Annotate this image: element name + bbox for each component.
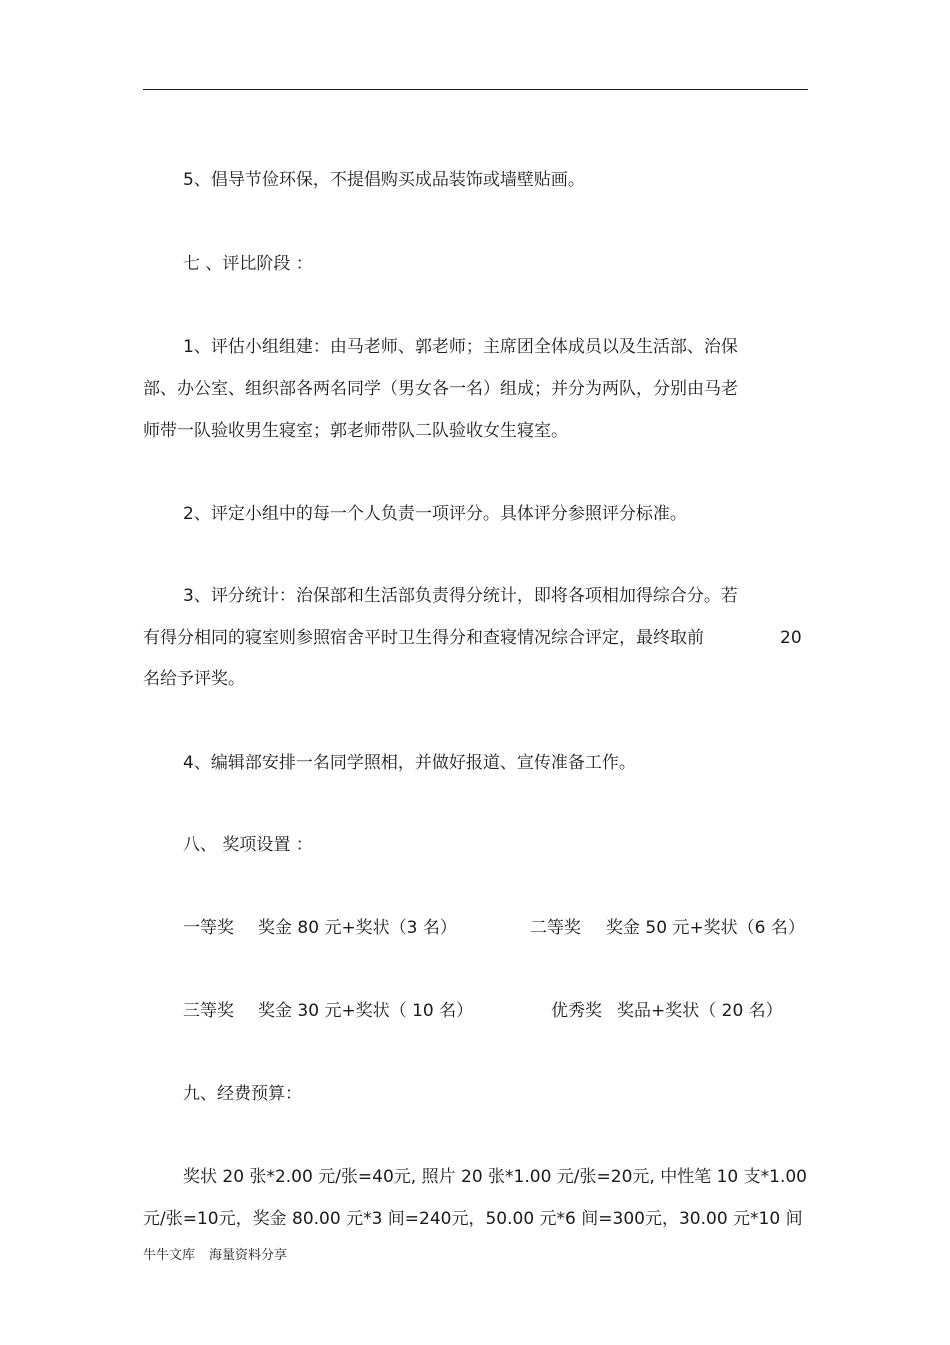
- section-9-heading: 九、经费预算：: [183, 1084, 302, 1104]
- award-prize: 奖金 30 元+奖状（ 10 名）: [258, 1001, 474, 1021]
- footer-brand: 牛牛文库: [143, 1248, 196, 1263]
- s7-item-3-number: 20: [780, 628, 802, 648]
- header-rule: [143, 89, 808, 90]
- s7-item-4: 4、编辑部安排一名同学照相，并做好报道、宣传准备工作。: [183, 753, 636, 773]
- award-prize: 奖品+奖状（ 20 名）: [617, 1001, 783, 1021]
- budget-line-1: 奖状 20 张*2.00 元/张=40元, 照片 20 张*1.00 元/张=20元, 中性笔 10 支*1.00: [183, 1167, 808, 1187]
- footer-slogan: 海量资料分享: [209, 1248, 288, 1263]
- award-name: 优秀奖: [551, 1001, 602, 1021]
- award-name: 三等奖: [183, 1001, 234, 1021]
- budget-line-2: 元/张=10元，奖金 80.00 元*3 间=240元，50.00 元*6 间=300元，30.00 元*10 间: [143, 1209, 803, 1229]
- page-footer: [143, 1248, 287, 1264]
- s7-item-2: 2、评定小组中的每一个人负责一项评分。具体评分参照评分标准。: [183, 504, 687, 524]
- s7-item-1-line-1: 1、评估小组组建：由马老师、郭老师；主席团全体成员以及生活部、治保: [183, 337, 738, 357]
- s7-item-3-line-2: 有得分相同的寝室则参照宿舍平时卫生得分和查寝情况综合评定，最终取前: [143, 628, 704, 648]
- item-5: 5、倡导节俭环保，不提倡购买成品装饰或墙壁贴画。: [183, 170, 585, 190]
- s7-item-3-line-3: 名给予评奖。: [143, 669, 245, 689]
- section-8-heading: 八、 奖项设置 ：: [183, 835, 313, 855]
- section-7-heading: 七 、评比阶段 ：: [183, 254, 313, 274]
- award-name: 二等奖: [530, 918, 581, 938]
- award-name: 一等奖: [183, 918, 234, 938]
- s7-item-1-line-2: 部、办公室、组织部各两名同学（男女各一名）组成；并分为两队，分别由马老: [143, 379, 738, 399]
- award-prize: 奖金 80 元+奖状（3 名）: [258, 918, 457, 938]
- s7-item-3-line-1: 3、评分统计：治保部和生活部负责得分统计，即将各项相加得综合分。若: [183, 586, 738, 606]
- s7-item-1-line-3: 师带一队验收男生寝室；郭老师带队二队验收女生寝室。: [143, 421, 568, 441]
- award-prize: 奖金 50 元+奖状（6 名）: [606, 918, 805, 938]
